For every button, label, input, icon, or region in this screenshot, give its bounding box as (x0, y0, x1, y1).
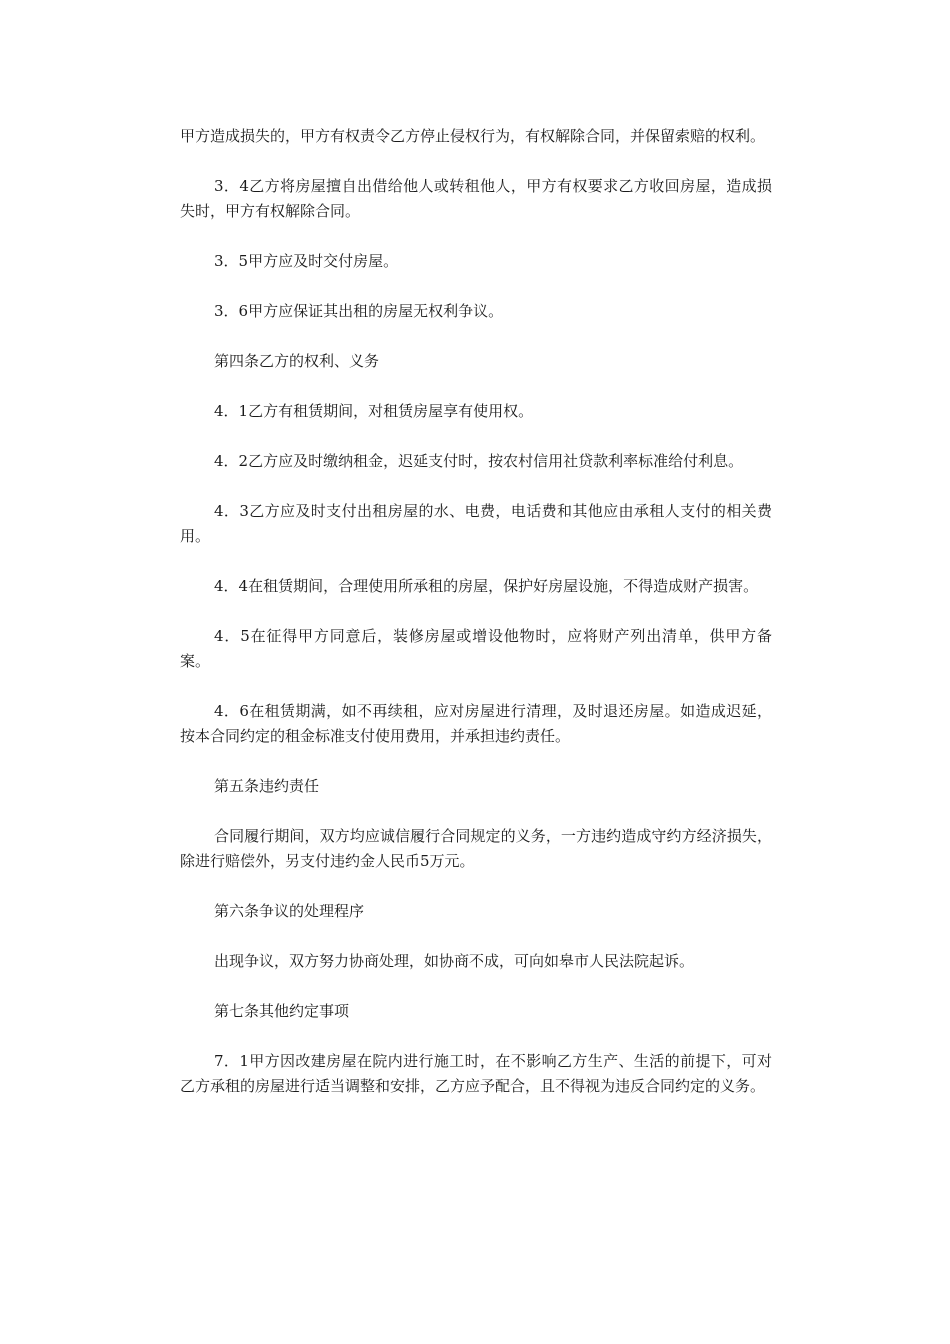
clause-4-6: 4．6在租赁期满，如不再续租，应对房屋进行清理，及时退还房屋。如造成迟延，按本合同约定的租金标准支付使用费用，并承担违约责任。 (180, 702, 772, 745)
article-7-heading: 第七条其他约定事项 (214, 1002, 350, 1020)
article-6-body: 出现争议，双方努力协商处理，如协商不成，可向如皋市人民法院起诉。 (214, 952, 695, 970)
paragraph-continuation: 甲方造成损失的，甲方有权责令乙方停止侵权行为，有权解除合同，并保留索赔的权利。 (180, 127, 766, 145)
clause-3-6: 3．6甲方应保证其出租的房屋无权利争议。 (214, 302, 504, 320)
clause-4-4: 4．4在租赁期间，合理使用所承租的房屋，保护好房屋设施，不得造成财产损害。 (214, 577, 759, 595)
article-5-heading: 第五条违约责任 (214, 777, 320, 795)
document-body (180, 124, 772, 1124)
clause-4-3: 4．3乙方应及时支付出租房屋的水、电费，电话费和其他应由承租人支付的相关费用。 (180, 502, 772, 545)
clause-4-2: 4．2乙方应及时缴纳租金，迟延支付时，按农村信用社贷款利率标准给付利息。 (214, 452, 744, 470)
clause-7-1: 7．1甲方因改建房屋在院内进行施工时，在不影响乙方生产、生活的前提下，可对乙方承租的房屋进行适当调整和安排，乙方应予配合，且不得视为违反合同约定的义务。 (180, 1052, 772, 1095)
clause-4-5: 4．5在征得甲方同意后，装修房屋或增设他物时，应将财产列出清单，供甲方备案。 (180, 627, 772, 670)
article-4-heading: 第四条乙方的权利、义务 (214, 352, 380, 370)
article-6-heading: 第六条争议的处理程序 (214, 902, 365, 920)
clause-3-4: 3．4乙方将房屋擅自出借给他人或转租他人，甲方有权要求乙方收回房屋，造成损失时，甲方有权解除合同。 (180, 177, 772, 220)
clause-4-1: 4．1乙方有租赁期间，对租赁房屋享有使用权。 (214, 402, 534, 420)
article-5-body: 合同履行期间，双方均应诚信履行合同规定的义务，一方违约造成守约方经济损失，除进行赔偿外，另支付违约金人民币5万元。 (180, 827, 772, 870)
clause-3-5: 3．5甲方应及时交付房屋。 (214, 252, 399, 270)
